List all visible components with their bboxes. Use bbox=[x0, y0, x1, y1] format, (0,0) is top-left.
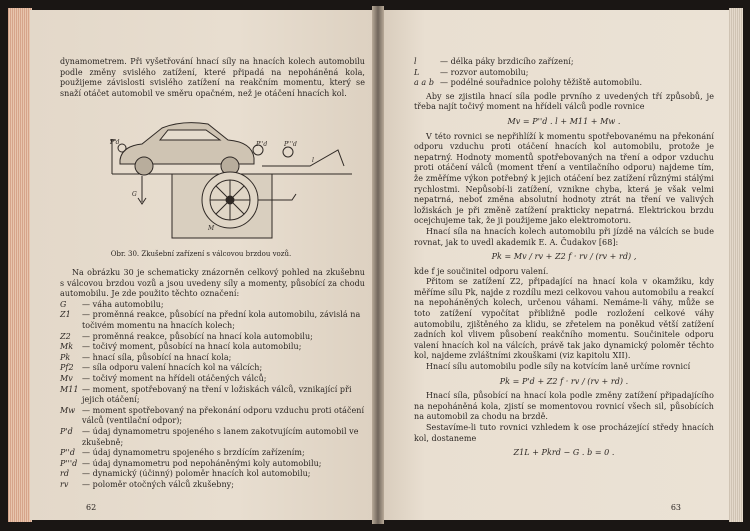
test-rig-figure bbox=[112, 110, 352, 240]
symbols-intro: Na obrázku 30 je schematicky znázorněn celkový pohled na zkušebnu s válcovou brzdou vozů a jsou uvedeny síly a momenty, působící za chodu automobilu. Je zde použito těchto označení: bbox=[60, 268, 365, 299]
list-item: Mw — moment spotřebovaný na překonání odporu vzduchu proti otáčení válců (ventilační odpor); bbox=[60, 405, 365, 426]
svg-text:l: l bbox=[312, 157, 314, 164]
page-edge-right bbox=[729, 8, 743, 522]
paragraph: Hnací síla na hnacích kolech automobilu při jízdě na válcích se bude rovnat, jak to uvedl akademik E. A. Čudakov [68]: bbox=[414, 226, 714, 247]
paragraph: V této rovnici se nepřihlíží k momentu spotřebovanému na překonání odporu vzduchu proti otáčení hnacích kol automobilu, protože je nepatrný. Hodnoty momentů spotřebovaných na tření a odpor vzduchu proti otáčení válců (moment tření a ventilačního odporu) najdeme tím, že změříme výkon potřebný k jejich otáčení bez zatížení různými stálými rychlostmi. Nepůsobí-li zatížení, vznikne chyba, která je však velmi nepatrná, neboť změna absolutní hodnoty ztrát na tření ve valivých ložiskách je při změně zatížení prakticky nepatrná. Elektrickou brzdu ocejchujeme tak, že ji použijeme jako elektromotoru. bbox=[414, 131, 714, 226]
paragraph: Sestavíme-li tuto rovnici vzhledem k ose procházející středy hnacích kol, dostaneme bbox=[414, 423, 714, 443]
intro-paragraph: dynamometrem. Při vyšetřování hnací síly na hnacích kolech automobilu podle změny svislého zatížení, které připadá na nepoháněná kola, použijeme závislosti svislého zatížení na reakčním momentu, který se snaží otáčet automobil ve směru opačném, než je otáčení hnacích kol. bbox=[60, 57, 365, 98]
list-item: rd — dynamický (účinný) poloměr hnacích kol automobilu; bbox=[60, 469, 311, 479]
page-number-right: 63 bbox=[670, 503, 681, 512]
left-text-top bbox=[60, 57, 365, 99]
paragraph: kde f je součinitel odporu valení. bbox=[414, 266, 549, 276]
list-item: Z2 — proměnná reakce, působící na hnací kola automobilu; bbox=[60, 331, 313, 341]
figure-caption: Obr. 30. Zkušební zařízení s válcovou brzdou vozů. bbox=[110, 250, 292, 258]
list-item: M11 — moment, spotřebovaný na tření v ložiskách válců, vznikající při jejich otáčení; bbox=[60, 384, 352, 405]
equation: Mv = P''d . l + M11 + Mw . bbox=[507, 116, 621, 126]
list-item: Z1 — proměnná reakce, působící na přední kola automobilu, závislá na točivém momentu na hnacích kolech; bbox=[60, 310, 361, 330]
left-page bbox=[30, 10, 372, 520]
list-item: P''d — údaj dynamometru spojeného s brzdícím zařízením; bbox=[60, 448, 305, 458]
list-item: G — váha automobilu; bbox=[60, 299, 164, 309]
svg-text:P'''d: P'''d bbox=[284, 141, 297, 148]
list-item: P'd — údaj dynamometru spojeného s lanem zakotvujícím automobil ve zkušebně; bbox=[60, 426, 359, 447]
list-item: l — délka páky brzdicího zařízení; bbox=[414, 57, 574, 66]
right-page bbox=[384, 10, 729, 520]
list-item: L — rozvor automobilu; bbox=[414, 67, 529, 77]
equation: Pk = P'd + Z2 f · rv / (rv + rd) . bbox=[499, 376, 629, 386]
symbol-list bbox=[60, 300, 365, 491]
list-item: P'''d — údaj dynamometru pod nepoháněnými koly automobilu; bbox=[60, 458, 322, 468]
paragraph: Přitom se zatížení Z2, připadající na hnací kola v okamžiku, kdy měříme sílu Pk, najde z rozdílu mezi celkovou vahou automobilu a reakcí na nepoháněných kolech, určenou váhami. Nemáme-li váhy, může se toto zatížení vypočítat přibližně podle rozložení celkové váhy automobilu, zjištěného za klidu, se zřetelem na poněkud větší zatížení zadních kol vlivem působení reakčního momentu. Součinitele odporu valení hnacích kol na válcích, právě tak jako dynamický poloměr těchto kol, najdeme zvláštními zkouškami (viz kapitolu XII). bbox=[414, 277, 714, 361]
list-item: rv — poloměr otočných válců zkušebny; bbox=[60, 479, 234, 489]
paragraph: Aby se zjistila hnací síla podle prvního z uvedených tří způsobů, je třeba najít točivý moment na hřídeli válců podle rovnice bbox=[414, 91, 714, 112]
list-item: Mk — točivý moment, působící na hnací kola automobilu; bbox=[60, 342, 302, 352]
equation: Z1L + Pkrd − G . b = 0 . bbox=[513, 448, 615, 458]
list-item: Pf2 — síla odporu valení hnacích kol na válcích; bbox=[60, 363, 263, 373]
page-number-left: 62 bbox=[86, 503, 97, 512]
list-item: Pk — hnací síla, působící na hnací kola; bbox=[60, 352, 232, 362]
list-item: Mv — točivý moment na hřídeli otáčených válců; bbox=[60, 373, 267, 383]
svg-text:M: M bbox=[208, 225, 215, 232]
page-edge-left bbox=[8, 8, 32, 522]
right-text bbox=[414, 57, 714, 463]
paragraph: Hnací sílu automobilu podle síly na kotvícím laně určíme rovnicí bbox=[426, 362, 691, 372]
equation: Pk = Mv / rv + Z2 f · rv / (rv + rd) , bbox=[491, 252, 637, 262]
paragraph: Hnací síla, působící na hnací kola podle změny zatížení připadajícího na nepoháněná kola, zjistí se momentovou rovnicí všech sil, působících na automobil za chodu na brzdě. bbox=[414, 391, 714, 422]
svg-text:P'd: P'd bbox=[110, 139, 120, 146]
book-gutter bbox=[372, 6, 384, 524]
svg-text:G: G bbox=[132, 191, 137, 198]
svg-text:P''d: P''d bbox=[256, 141, 268, 148]
left-text-body bbox=[60, 268, 365, 490]
list-item: a a b — podélné souřadnice polohy těžiště automobilu. bbox=[414, 78, 643, 88]
